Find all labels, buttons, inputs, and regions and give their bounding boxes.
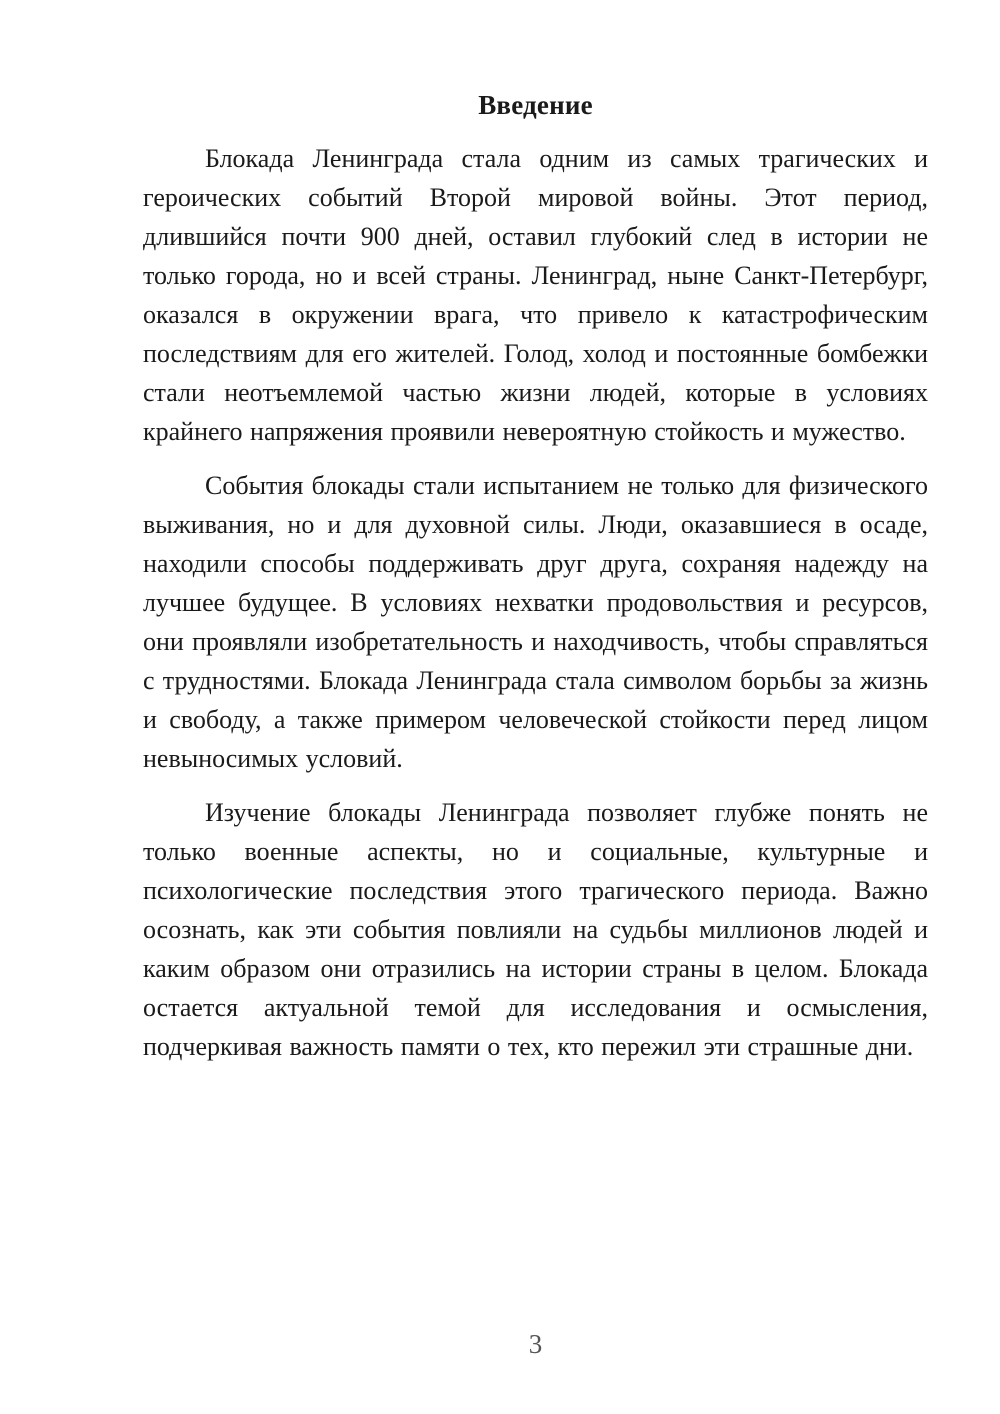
intro-paragraph-3: Изучение блокады Ленинграда позволяет глубже понять не только военные аспекты, но и социальные, культурные и психологические последствия этого трагического периода. Важно осознать, как эти события повлияли на судьбы миллионов людей и каким образом они отразились на истории страны в целом. Блокада остается актуальной темой для исследования и осмысления, подчеркивая важность памяти о тех, кто пережил эти страшные дни.: [143, 798, 928, 1061]
page-number-footer: 3: [528, 1329, 543, 1359]
intro-paragraph-2: События блокады стали испытанием не только для физического выживания, но и для духовной силы. Люди, оказавшиеся в осаде, находили способы поддерживать друг друга, сохраняя надежду на лучшее будущее. В условиях нехватки продовольствия и ресурсов, они проявляли изобретательность и находчивость, чтобы справляться с трудностями. Блокада Ленинграда стала символом борьбы за жизнь и свободу, а также примером человеческой стойкости перед лицом невыносимых условий.: [143, 471, 928, 773]
intro-paragraph-1: Блокада Ленинграда стала одним из самых трагических и героических событий Второй мировой войны. Этот период, длившийся почти 900 дней, оставил глубокий след в истории не только города, но и всей страны. Ленинград, ныне Санкт-Петербург, оказался в окружении врага, что привело к катастрофическим последствиям для его жителей. Голод, холод и постоянные бомбежки стали неотъемлемой частью жизни людей, которые в условиях крайнего напряжения проявили невероятную стойкость и мужество.: [143, 144, 928, 446]
document-body: [143, 86, 928, 1081]
page-title: Введение: [478, 90, 593, 120]
